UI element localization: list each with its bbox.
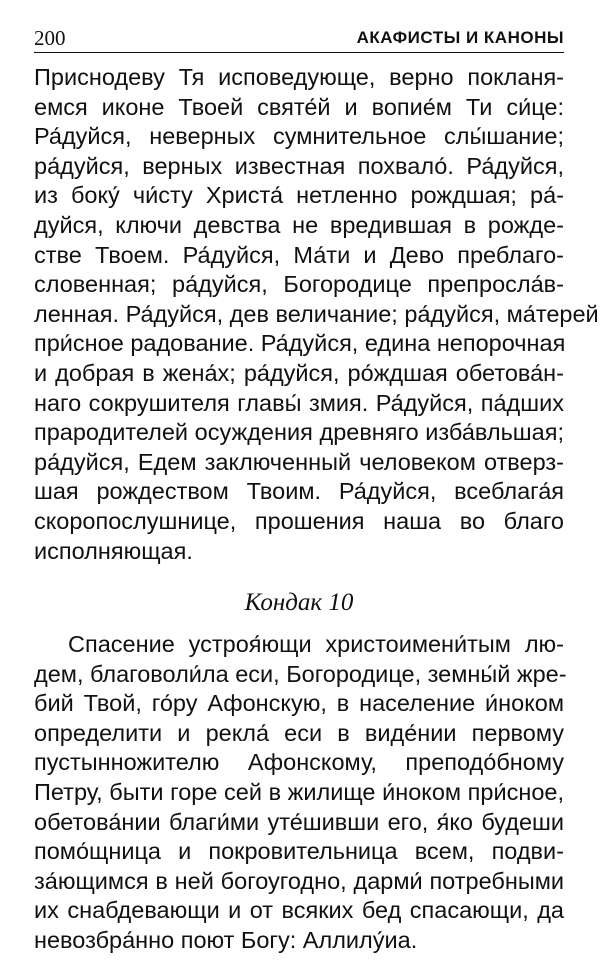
kontakion-paragraph bbox=[34, 630, 567, 956]
text-line: обетова́нии благи́ми уте́шивши его, я́ко будеши bbox=[34, 808, 564, 835]
text-line: дем, благоволи́ла еси, Богородице, земны́й жре- bbox=[34, 660, 567, 687]
text-line: ленная. Ра́дуйся, дев величание; ра́дуйся, ма́терей bbox=[34, 300, 599, 327]
text-line: стве Твоем. Ра́дуйся, Ма́ти и Дево преблаго- bbox=[34, 241, 564, 268]
text-line: Петру, быти горе сей в жилище и́ноком при́сное, bbox=[34, 779, 564, 806]
text-line: исполняющая. bbox=[34, 537, 193, 564]
text-line: Ра́дуйся, неверных сумнительное слы́шание; bbox=[34, 123, 564, 150]
book-title: АКАФИСТЫ И КАНОНЫ bbox=[356, 28, 564, 47]
text-line: ра́дуйся, верных известная похвало́. Ра́дуйся, bbox=[34, 152, 564, 179]
text-line: Приснодеву Тя исповедующе, верно покланя- bbox=[34, 64, 564, 90]
text-line: из боку́ чи́сту Христа́ нетленно рождшая; ра́- bbox=[34, 182, 564, 209]
text-line: наго сокрушителя главы́ змия. Ра́дуйся, па́дших bbox=[34, 389, 564, 416]
text-line: и добрая в жена́х; ра́дуйся, ро́ждшая обетова́н- bbox=[34, 359, 564, 386]
text-line: невозбра́нно поют Богу: Аллилу́иа. bbox=[34, 927, 418, 954]
text-line: словенная; ра́дуйся, Богородице препросла́в- bbox=[34, 271, 564, 298]
text-line: помо́щница и покровительница всем, подви- bbox=[34, 838, 564, 865]
text-line: Спасение устроя́ющи христоимени́тым лю- bbox=[68, 631, 564, 658]
text-line: прародителей осуждения древняго изба́вльшая; bbox=[34, 419, 564, 446]
text-line: дуйся, ключи девства не вредившая в рожде- bbox=[34, 211, 564, 238]
page-number: 200 bbox=[34, 26, 66, 50]
text-line: их снабдевающи и от всяких бед спасающи, да bbox=[34, 897, 564, 924]
text-line: емся иконе Твоей святе́й и вопие́м Ти си́це: bbox=[34, 93, 564, 120]
text-line: за́ющимся в ней богоугодно, дарми́ потребными bbox=[34, 867, 564, 894]
running-head bbox=[34, 22, 564, 53]
text-line: пустынножителю Афонскому, преподо́бному bbox=[34, 749, 564, 776]
kontakion-heading: Кондак 10 bbox=[244, 589, 354, 617]
text-line: определити и рекла́ еси в виде́нии первому bbox=[34, 719, 564, 746]
text-line: при́сное радование. Ра́дуйся, едина непорочная bbox=[34, 330, 566, 357]
book-page bbox=[34, 22, 599, 956]
text-line: бий Твой, го́ру Афонскую, в население и́ноком bbox=[34, 690, 564, 717]
text-line: шая рождеством Твоим. Ра́дуйся, всеблага́я bbox=[34, 478, 564, 505]
ikos-paragraph bbox=[34, 63, 599, 566]
text-line: ра́дуйся, Едем заключенный человеком отверз- bbox=[34, 448, 564, 475]
text-line: скоропослушнице, прошения наша во благо bbox=[34, 507, 564, 534]
